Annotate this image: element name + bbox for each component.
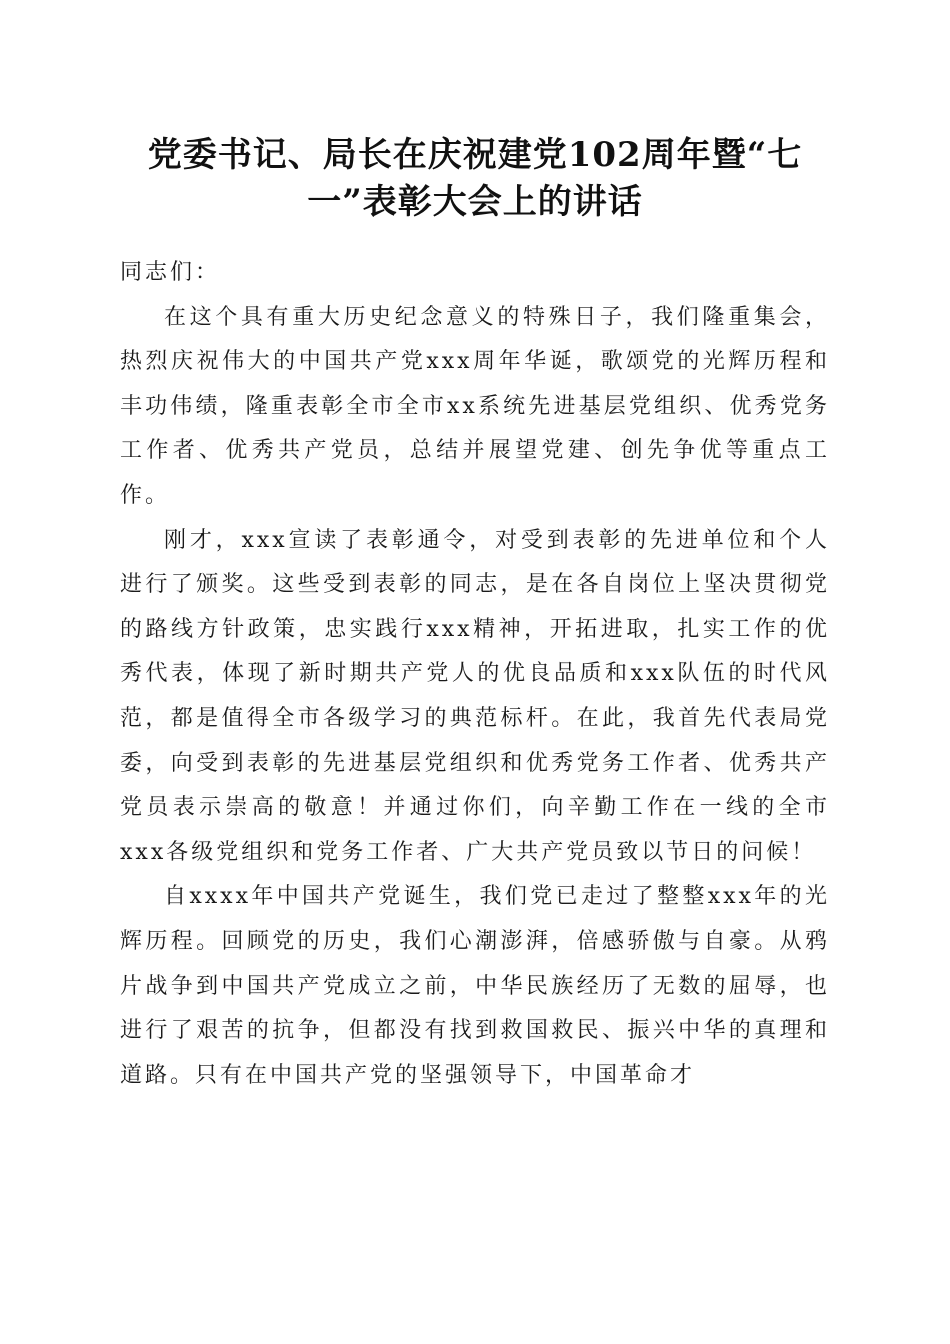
paragraph-1: 在这个具有重大历史纪念意义的特殊日子，我们隆重集会，热烈庆祝伟大的中国共产党xxx周年华诞，歌颂党的光辉历程和丰功伟绩，隆重表彰全市全市xx系统先进基层党组织、优秀党务工作者、优秀共产党员，总结并展望党建、创先争优等重点工作。: [120, 304, 830, 508]
salutation: 同志们：: [120, 260, 221, 285]
paragraph-3: 自xxxx年中国共产党诞生，我们党已走过了整整xxx年的光辉历程。回顾党的历史，我们心潮澎湃，倍感骄傲与自豪。从鸦片战争到中国共产党成立之前，中华民族经历了无数的屈辱，也进行了艰苦的抗争，但都没有找到救国救民、振兴中华的真理和道路。只有在中国共产党的坚强领导下，中国革命才: [120, 884, 830, 1088]
paragraph-2: 刚才，xxx宣读了表彰通令，对受到表彰的先进单位和个人进行了颁奖。这些受到表彰的同志，是在各自岗位上坚决贯彻党的路线方针政策，忠实践行xxx精神，开拓进取，扎实工作的优秀代表，体现了新时期共产党人的优良品质和xxx队伍的时代风范，都是值得全市各级学习的典范标杆。在此，我首先代表局党委，向受到表彰的先进基层党组织和优秀党务工作者、优秀共产党员表示崇高的敬意！并通过你们，向辛勤工作在一线的全市xxx各级党组织和党务工作者、广大共产党员致以节日的问候！: [120, 527, 830, 865]
document-title: 党委书记、局长在庆祝建党102周年暨“七一”表彰大会上的讲话: [147, 135, 803, 222]
document-body: [120, 251, 830, 1098]
